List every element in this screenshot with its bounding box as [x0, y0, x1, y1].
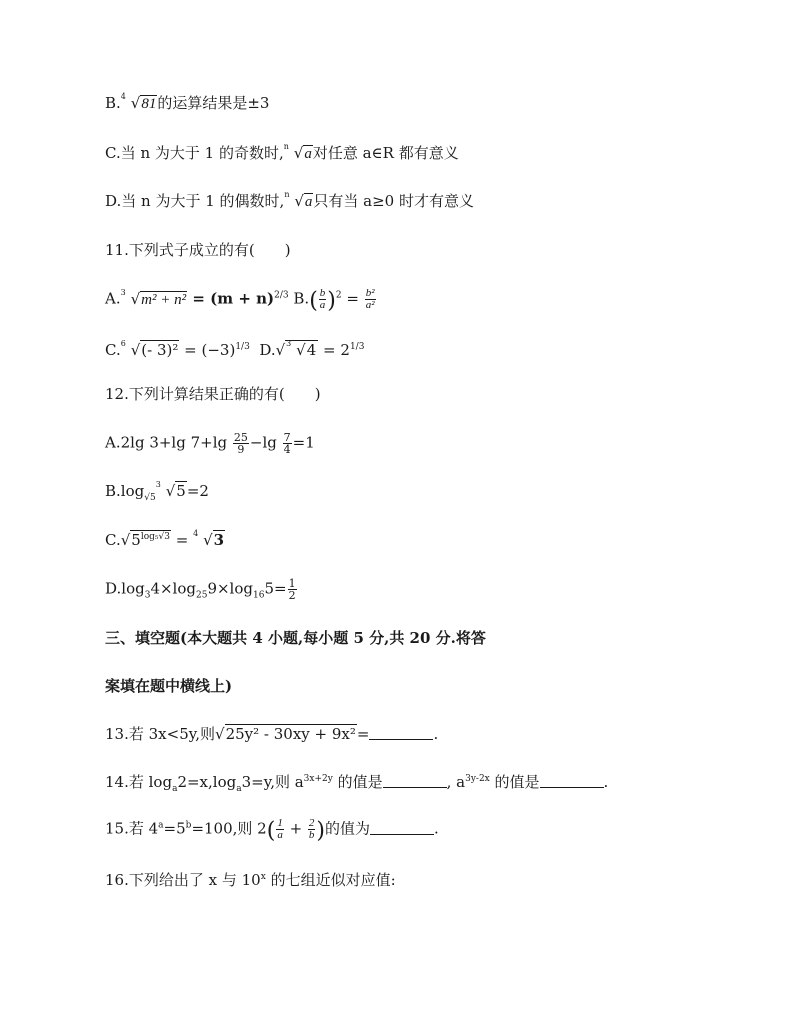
option-label: B.	[105, 94, 121, 112]
question-12-option-d	[105, 578, 298, 601]
option-c	[105, 143, 459, 164]
expression: 9×log	[207, 579, 253, 598]
radicand: a	[304, 146, 312, 162]
radicand: 5	[176, 482, 186, 500]
radicand: a	[304, 194, 313, 210]
option-label: A.	[105, 433, 121, 452]
expression: 5=	[264, 579, 287, 598]
answer-blank[interactable]	[369, 725, 433, 740]
expression: 4×log	[150, 579, 196, 598]
denominator: a²	[365, 299, 375, 311]
question-text: 的值是	[332, 773, 383, 791]
question-12-option-a	[105, 432, 315, 455]
option-label: B.	[105, 482, 121, 500]
option-label: C.	[105, 144, 121, 162]
question-text: 的七组近似对应值:	[265, 871, 396, 889]
radicand: (- 3)²	[141, 341, 179, 359]
option-label: C.	[105, 531, 121, 549]
option-label: A.	[105, 289, 121, 308]
fraction	[319, 288, 327, 311]
question-12-title: 12.下列计算结果正确的有( )	[105, 385, 321, 403]
radical: 4 √3	[193, 530, 225, 550]
root-index: 3	[155, 480, 161, 489]
exponent: 1/3	[349, 342, 365, 352]
root-index: n	[284, 190, 290, 199]
question-text: 13.若 3x<5y,则	[105, 725, 215, 743]
option-text: 当 n 为大于 1 的奇数时,	[120, 144, 284, 162]
question-text: 14.若 log	[105, 773, 173, 791]
radical: 6 √(- 3)²	[121, 340, 180, 360]
answer-blank-1[interactable]	[383, 773, 447, 788]
option-label: D.	[259, 341, 276, 359]
radical: 3 √5	[156, 481, 187, 501]
question-text: =100,则 2	[191, 819, 267, 838]
question-11-options-cd: C. 6 √(- $3)^2 = (-3)^{1/3}$ D.√ 3 $√4 = 2^{1/3}$	[105, 340, 364, 360]
numerator: 1	[277, 817, 283, 829]
log-base: 3	[144, 590, 151, 601]
log-base: 16	[252, 590, 265, 601]
root-index: n	[283, 142, 289, 151]
denominator: 2	[288, 589, 296, 602]
expression: = (−3)	[179, 341, 236, 359]
fraction	[288, 578, 297, 601]
expression: = (m + n)	[187, 289, 275, 308]
denominator: 9	[237, 443, 245, 456]
section-title: 三、填空题	[105, 629, 181, 647]
fraction	[308, 818, 316, 841]
denominator: a	[319, 299, 326, 311]
expression: = 2	[318, 341, 350, 359]
numerator: 7	[283, 431, 291, 444]
question-text: =5	[163, 819, 186, 838]
question-16	[105, 870, 396, 890]
question-text: , a	[446, 773, 466, 791]
question-text: .	[434, 819, 439, 838]
expression: =2	[186, 482, 209, 500]
expression: =1	[292, 433, 315, 452]
exponent: 1/3	[235, 342, 250, 352]
question-12-option-c: $C.√5^{log_5√3}$ = 4 √3	[105, 530, 225, 550]
question-11-title: 11.下列式子成立的有( )	[105, 241, 291, 259]
option-d	[105, 191, 474, 212]
log-base: a	[236, 784, 242, 794]
option-text: 的运算结果是±3	[157, 94, 270, 112]
fraction	[283, 432, 292, 455]
question-text: .	[603, 773, 609, 791]
numerator: 2	[308, 817, 315, 829]
denominator: b	[308, 829, 315, 841]
base: 5	[131, 531, 141, 549]
question-text: 2=x,log	[177, 773, 237, 791]
radical: 3 √4	[286, 340, 317, 360]
exponent: 3x+2y	[303, 774, 333, 784]
root-index: 3	[286, 339, 292, 348]
question-text: .	[433, 725, 439, 743]
question-text: 的值为	[325, 819, 371, 838]
log-base: a	[172, 784, 178, 794]
numerator: 1	[288, 577, 296, 590]
exponent: log₅√3	[140, 532, 170, 542]
answer-blank-2[interactable]	[540, 773, 604, 788]
denominator: 4	[283, 443, 291, 456]
root-index: 4	[120, 92, 126, 101]
question-text: 3=y,则 a	[241, 773, 304, 791]
section-3-description-cont: 案填在题中横线上)	[105, 677, 233, 695]
question-15: 15.若 $4^a=5^b=100$,则 2( $\frac{1}{a}$ + $\frac{2}{b}$ )的值为 .	[105, 817, 439, 844]
numerator: b²	[365, 287, 375, 299]
radicand: 81	[141, 96, 157, 112]
root-index: 6	[120, 339, 126, 348]
option-label: C.	[105, 341, 121, 359]
option-text: 对任意 a∈R 都有意义	[312, 144, 459, 162]
option-label: D.	[105, 192, 122, 210]
log-base: 25	[195, 590, 208, 601]
option-label: B.	[293, 289, 310, 308]
exponent: x	[260, 872, 266, 882]
exponent: b	[185, 820, 192, 831]
question-text: 的值是	[489, 773, 540, 791]
option-text: 只有当 a≥0 时才有意义	[313, 192, 474, 210]
radical: 4 √81	[121, 93, 158, 114]
option-text: 当 n 为大于 1 的偶数时,	[121, 192, 285, 210]
root-index: 4	[193, 529, 199, 538]
radicand: 4	[306, 341, 317, 359]
question-text: 16.下列给出了 x 与 10	[105, 871, 261, 889]
numerator: b	[319, 287, 326, 299]
expression: log	[121, 579, 145, 598]
radical: n √a	[284, 143, 313, 164]
radicand: 3	[213, 531, 225, 549]
section-3-header	[105, 628, 486, 648]
radical: n √a	[284, 191, 313, 212]
question-12-option-b	[105, 481, 209, 501]
exponent: a	[158, 820, 164, 831]
numerator: 25	[233, 431, 248, 444]
exponent: 3y-2x	[465, 774, 490, 784]
expression: 2lg 3+lg 7+lg	[120, 433, 232, 452]
question-14	[105, 772, 608, 792]
option-label: D.	[105, 579, 122, 598]
log-base: √5	[144, 493, 156, 503]
expression: =	[170, 531, 194, 549]
exponent: 2	[335, 290, 342, 301]
fraction	[365, 288, 376, 311]
root-index: 3	[120, 287, 126, 297]
expression: log	[120, 482, 145, 500]
answer-blank[interactable]	[370, 820, 434, 835]
expression: −lg	[249, 433, 282, 452]
denominator: a	[277, 829, 283, 841]
fraction	[276, 818, 284, 841]
option-b	[105, 93, 269, 114]
question-13: 13.若 3x<5y,则√25y² - 30xy + 9x²= .	[105, 725, 439, 743]
radicand: m² + n²	[141, 291, 187, 308]
radicand: 25y² - 30xy + 9x²	[225, 725, 356, 743]
question-text: =	[356, 725, 370, 743]
question-text: 15.若 4	[105, 819, 159, 838]
question-11-options-ab: A. 3 $√m^2 + n^2 = (m + n)^{2/3}$ B.( $\frac{b}{a}$ )$^2$ = $\frac{\text{b²}}{\text{a²}}$	[105, 288, 377, 312]
fraction	[233, 432, 249, 455]
radical: 3 √m² + n²	[121, 289, 188, 310]
exponent: 2/3	[274, 290, 289, 301]
section-description: (本大题共 4 小题,每小题 5 分,共 20 分.将答	[180, 629, 486, 647]
operator: +	[284, 819, 307, 838]
